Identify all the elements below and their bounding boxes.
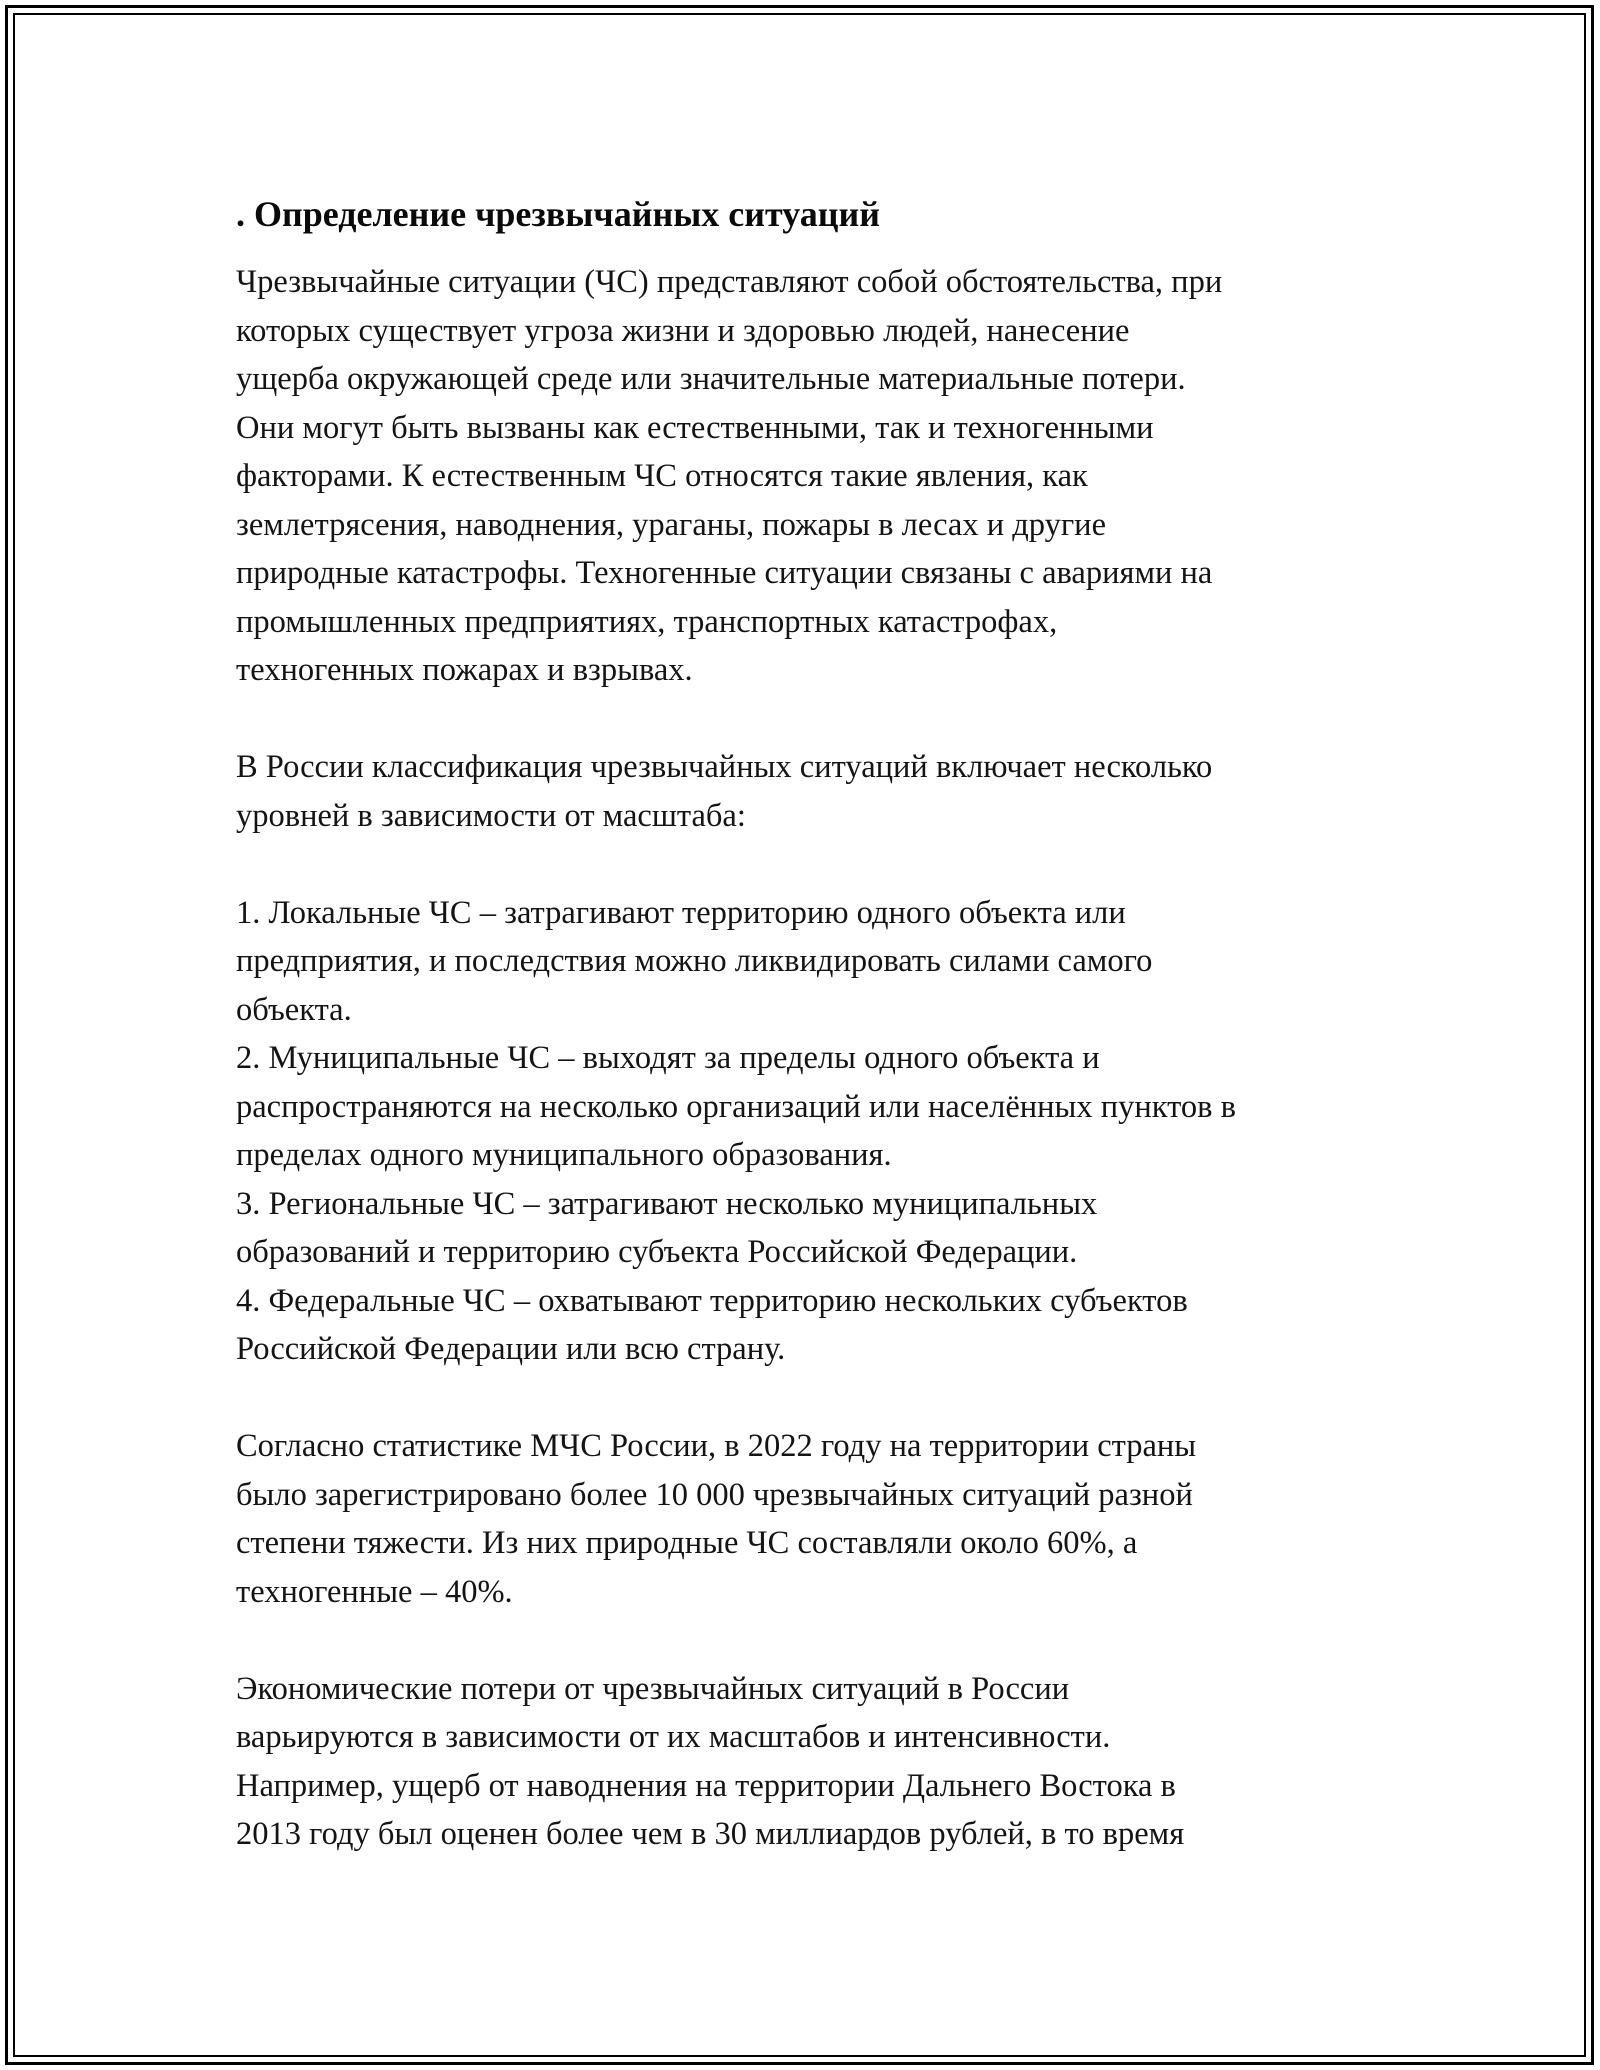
section-heading: . Определение чрезвычайных ситуаций — [236, 194, 880, 234]
document-page — [236, 188, 1396, 1859]
document-body-text: Чрезвычайные ситуации (ЧС) представляют собой обстоятельства, при которых существует угроза жизни и здоровью людей, нанесение ущерба окружающей среде или значительные материальные потери. Они могут быть вызваны как естественными, так и техногенными факторами. К естественным ЧС относятся такие явления, как землетрясения, наводнения, ураганы, пожары в лесах и другие природные катастрофы. Техногенные ситуации связаны с авариями на промышленных предприятиях, транспортных катастрофах, техногенных пожарах и взрывах. В России классификация чрезвычайных ситуаций включает несколько уровней в зависимости от масштаба: 1. Локальные ЧС – затрагивают территорию одного объекта или предприятия, и последствия можно ликвидировать силами самого объекта. 2. Муниципальные ЧС – выходят за пределы одного объекта и распространяются на несколько организаций или населённых пунктов в пределах одного муниципального образования. 3. Региональные ЧС – затрагивают несколько муниципальных образований и территорию субъекта Российской Федерации. 4. Федеральные ЧС – охватывают территорию нескольких субъектов Российской Федерации или всю страну. Согласно статистике МЧС России, в 2022 году на территории страны было зарегистрировано более 10 000 чрезвычайных ситуаций разной степени тяжести. Из них природные ЧС составляли около 60%, а техногенные – 40%. Экономические потери от чрезвычайных ситуаций в России варьируются в зависимости от их масштабов и интенсивности. Например, ущерб от наводнения на территории Дальнего Востока в 2013 году был оценен более чем в 30 миллиардов рублей, в то время — [236, 264, 1236, 1852]
